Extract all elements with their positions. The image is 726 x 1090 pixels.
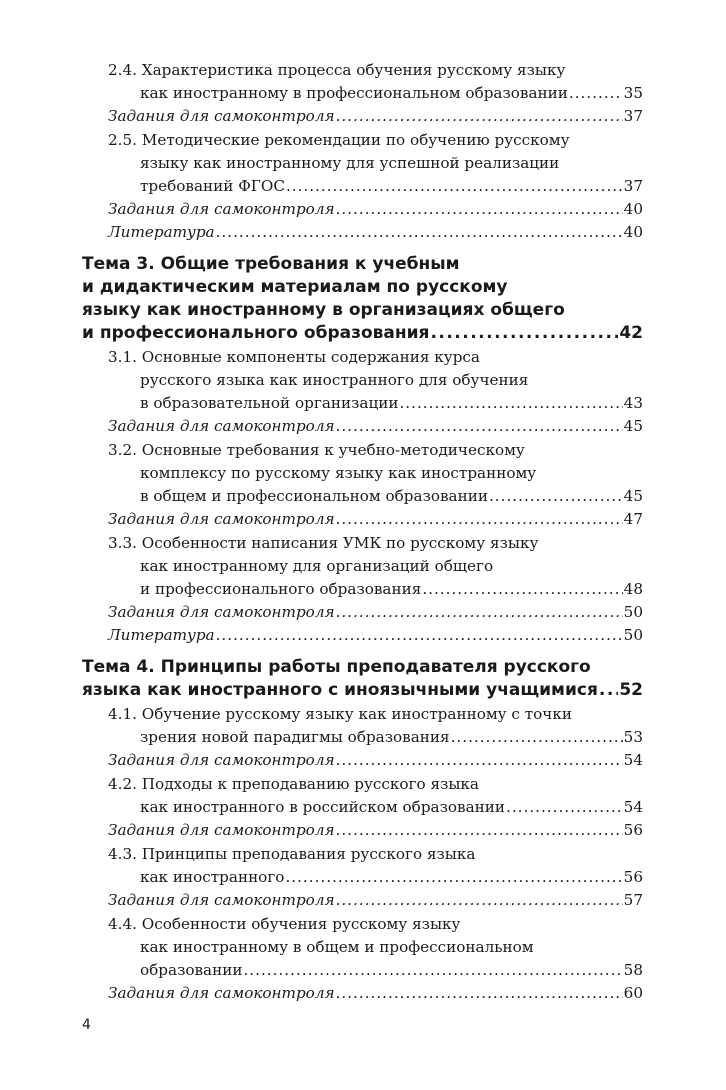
toc-task-label: Задания для самоконтроля — [108, 984, 335, 1002]
dot-leader — [336, 601, 623, 623]
toc-topic-4-line2: языка как иностранного с иноязычными учащимися — [82, 680, 598, 700]
toc-page-ref: 42 — [619, 323, 643, 343]
toc-entry-3-3-line1: 3.3. Особенности написания УМК по русскому языку — [108, 534, 539, 552]
page-number: 4 — [82, 1017, 91, 1033]
dot-leader — [336, 819, 623, 841]
toc-page-ref: 54 — [623, 751, 643, 769]
toc-page-ref: 35 — [623, 84, 643, 102]
toc-page-ref: 47 — [623, 510, 643, 528]
toc-page-ref: 40 — [623, 223, 643, 241]
dot-leader — [216, 221, 623, 243]
toc-entry-2-5-line3: требований ФГОС — [140, 177, 285, 195]
dot-leader — [216, 624, 623, 646]
toc-literature-2[interactable] — [108, 221, 643, 243]
dot-leader — [506, 796, 623, 818]
toc-entry-4-4[interactable] — [140, 959, 643, 981]
dot-leader — [489, 485, 623, 507]
toc-page-ref: 50 — [623, 626, 643, 644]
dot-leader — [569, 82, 623, 104]
dot-leader — [451, 726, 623, 748]
dot-leader — [336, 105, 623, 127]
toc-entry-4-3-line1: 4.3. Принципы преподавания русского языка — [108, 845, 476, 863]
dot-leader — [285, 866, 622, 888]
toc-entry-4-2[interactable] — [140, 796, 643, 818]
toc-entry-3-2-line2: комплексу по русскому языку как иностранному — [140, 464, 537, 482]
toc-entry-3-2-line3: в общем и профессиональном образовании — [140, 487, 488, 505]
toc-page-ref: 40 — [623, 200, 643, 218]
dot-leader — [430, 322, 618, 345]
toc-topic-3-line2: и дидактическим материалам по русскому — [82, 277, 508, 297]
toc-entry-3-3-line3: и профессионального образования — [140, 580, 422, 598]
toc-page-ref: 50 — [623, 603, 643, 621]
toc-topic-3-line1: Тема 3. Общие требования к учебным — [82, 254, 460, 274]
toc-topic-3[interactable] — [82, 322, 643, 345]
toc-entry-4-1[interactable] — [140, 726, 643, 748]
toc-page-ref: 52 — [619, 680, 643, 700]
dot-leader — [336, 749, 623, 771]
toc-task-label: Задания для самоконтроля — [108, 417, 335, 435]
dot-leader — [336, 198, 623, 220]
toc-page-ref: 53 — [623, 728, 643, 746]
toc-page-ref: 43 — [623, 394, 643, 412]
toc-topic-4[interactable] — [82, 679, 643, 702]
toc-entry-4-4-line2: как иностранному в общем и профессиональном — [140, 938, 534, 956]
toc-task-2-4[interactable] — [108, 105, 643, 127]
dot-leader — [336, 508, 623, 530]
toc-task-label: Задания для самоконтроля — [108, 751, 335, 769]
toc-entry-3-2-line1: 3.2. Основные требования к учебно-методическому — [108, 441, 525, 459]
toc-entry-3-2[interactable] — [140, 485, 643, 507]
toc-literature-label: Литература — [108, 223, 215, 241]
toc-task-4-4[interactable] — [108, 982, 643, 1004]
dot-leader — [243, 959, 622, 981]
toc-entry-4-4-line3: образовании — [140, 961, 243, 979]
toc-task-4-2[interactable] — [108, 819, 643, 841]
dot-leader — [399, 392, 622, 414]
dot-leader — [336, 982, 623, 1004]
toc-page-ref: 56 — [623, 821, 643, 839]
toc-entry-2-5[interactable] — [140, 175, 643, 197]
toc-page-ref: 37 — [623, 107, 643, 125]
toc-page-ref: 56 — [623, 868, 643, 886]
dot-leader — [599, 679, 618, 702]
toc-task-4-3[interactable] — [108, 889, 643, 911]
toc-task-label: Задания для самоконтроля — [108, 107, 335, 125]
toc-page-ref: 57 — [623, 891, 643, 909]
toc-task-label: Задания для самоконтроля — [108, 603, 335, 621]
toc-task-label: Задания для самоконтроля — [108, 821, 335, 839]
toc-entry-3-1-line2: русского языка как иностранного для обучения — [140, 371, 529, 389]
toc-page-ref: 58 — [623, 961, 643, 979]
toc-entry-4-3-line2: как иностранного — [140, 868, 285, 886]
toc-task-label: Задания для самоконтроля — [108, 891, 335, 909]
toc-page-ref: 45 — [623, 417, 643, 435]
toc-entry-4-1-line2: зрения новой парадигмы образования — [140, 728, 450, 746]
toc-topic-3-line4: и профессионального образования — [82, 323, 430, 343]
toc-topic-4-line1: Тема 4. Принципы работы преподавателя русского — [82, 657, 591, 677]
toc-literature-label: Литература — [108, 626, 215, 644]
toc-task-4-1[interactable] — [108, 749, 643, 771]
toc-page-ref: 48 — [623, 580, 643, 598]
toc-entry-2-4[interactable] — [140, 82, 643, 104]
toc-topic-3-line3: языку как иностранному в организациях общего — [82, 300, 565, 320]
toc-task-3-3[interactable] — [108, 601, 643, 623]
toc-entry-4-1-line1: 4.1. Обучение русскому языку как иностранному с точки — [108, 705, 572, 723]
dot-leader — [422, 578, 622, 600]
toc-entry-3-1-line3: в образовательной организации — [140, 394, 399, 412]
toc-task-3-2[interactable] — [108, 508, 643, 530]
toc-page-ref: 45 — [623, 487, 643, 505]
toc-entry-3-1[interactable] — [140, 392, 643, 414]
toc-entry-4-2-line2: как иностранного в российском образовании — [140, 798, 506, 816]
dot-leader — [336, 889, 623, 911]
toc-entry-2-4-line1: 2.4. Характеристика процесса обучения русскому языку — [108, 61, 566, 79]
toc-entry-2-5-line1: 2.5. Методические рекомендации по обучению русскому — [108, 131, 570, 149]
toc-entry-4-4-line1: 4.4. Особенности обучения русскому языку — [108, 915, 461, 933]
toc-literature-3[interactable] — [108, 624, 643, 646]
toc-entry-2-4-line2: как иностранному в профессиональном образовании — [140, 84, 568, 102]
toc-page-ref: 37 — [623, 177, 643, 195]
toc-task-3-1[interactable] — [108, 415, 643, 437]
dot-leader — [286, 175, 623, 197]
toc-entry-3-3[interactable] — [140, 578, 643, 600]
toc-entry-3-1-line1: 3.1. Основные компоненты содержания курса — [108, 348, 480, 366]
toc-entry-4-2-line1: 4.2. Подходы к преподаванию русского языка — [108, 775, 479, 793]
toc-entry-2-5-line2: языку как иностранному для успешной реализации — [140, 154, 560, 172]
toc-task-2-5[interactable] — [108, 198, 643, 220]
toc-entry-3-3-line2: как иностранному для организаций общего — [140, 557, 494, 575]
toc-page-ref: 60 — [623, 984, 643, 1002]
dot-leader — [336, 415, 623, 437]
toc-task-label: Задания для самоконтроля — [108, 510, 335, 528]
toc-task-label: Задания для самоконтроля — [108, 200, 335, 218]
toc-page-ref: 54 — [623, 798, 643, 816]
toc-entry-4-3[interactable] — [140, 866, 643, 888]
